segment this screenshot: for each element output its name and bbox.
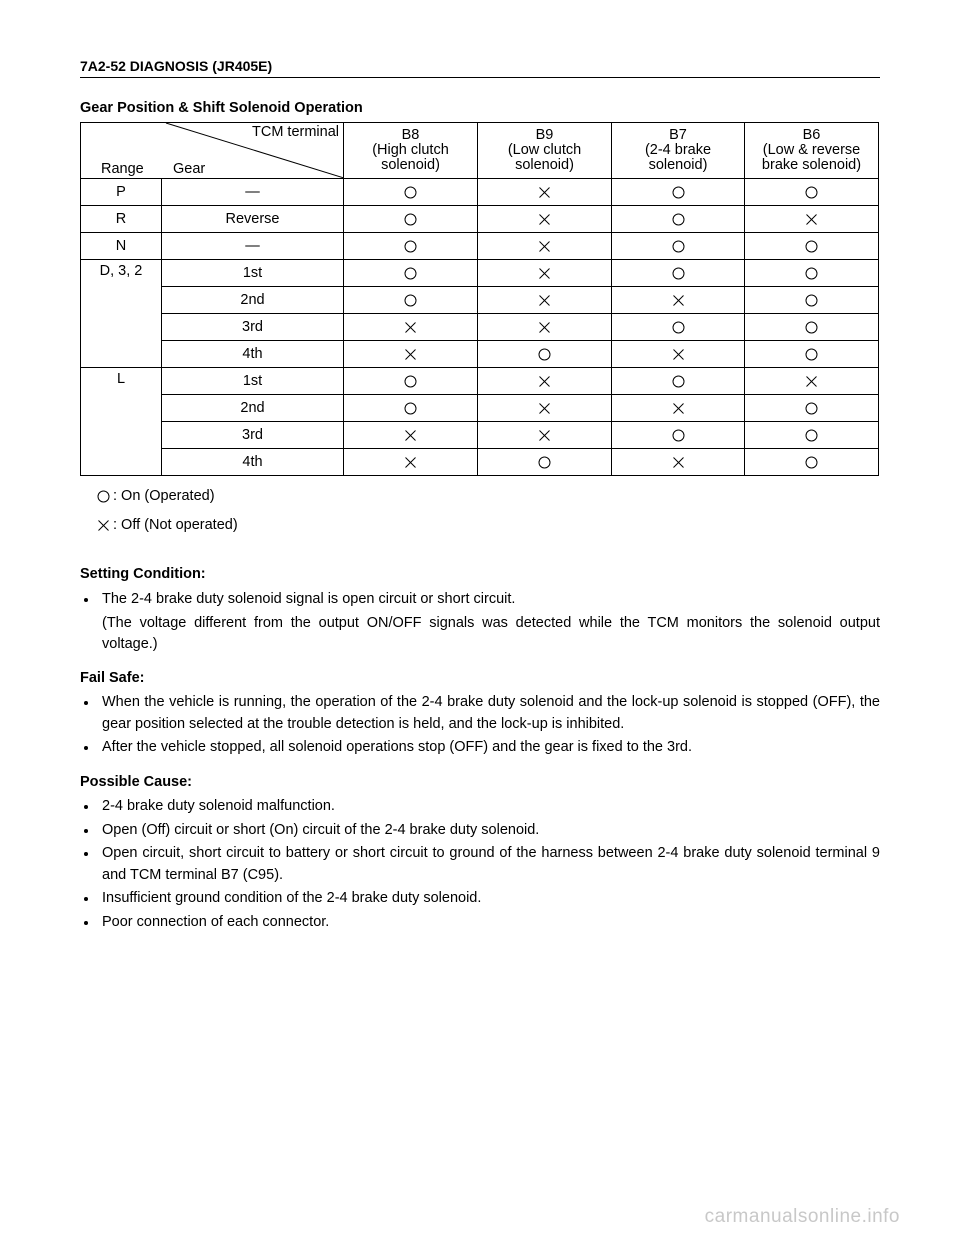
solenoid-off-cell (478, 395, 612, 422)
circle-icon (672, 375, 685, 388)
solenoid-off-cell (344, 314, 478, 341)
table-row (81, 233, 879, 260)
gear-cell: 4th (162, 341, 344, 368)
solenoid-on-cell (612, 233, 745, 260)
solenoid-on-cell (344, 206, 478, 233)
solenoid-on-cell (612, 260, 745, 287)
list-item: 2-4 brake duty solenoid malfunction. (80, 796, 880, 818)
column-header-b8: B8 (High clutch solenoid) (344, 123, 478, 179)
table-row (81, 341, 879, 368)
circle-icon (672, 429, 685, 442)
circle-icon (404, 240, 417, 253)
cross-icon (538, 267, 551, 280)
circle-icon (672, 321, 685, 334)
gear-cell: 2nd (162, 287, 344, 314)
list-item: After the vehicle stopped, all solenoid operations stop (OFF) and the gear is fixed to the 3rd. (80, 737, 880, 759)
gear-cell: 3rd (162, 314, 344, 341)
list-item: When the vehicle is running, the operation of the 2-4 brake duty solenoid and the lock-up solenoid is stopped (OFF), the gear position selected at the trouble detection is held, and the lock-up is inhibited. (80, 692, 880, 735)
circle-icon (538, 348, 551, 361)
cross-icon (805, 213, 818, 226)
circle-icon (805, 456, 818, 469)
solenoid-on-cell (344, 287, 478, 314)
cross-icon (538, 213, 551, 226)
gear-cell: 1st (162, 260, 344, 287)
table-row (81, 206, 879, 233)
solenoid-on-cell (344, 395, 478, 422)
solenoid-off-cell (478, 260, 612, 287)
cross-icon (404, 456, 417, 469)
table-row (81, 287, 879, 314)
table-row (81, 179, 879, 206)
solenoid-off-cell (478, 314, 612, 341)
solenoid-on-cell (344, 179, 478, 206)
cross-icon (404, 321, 417, 334)
list-item: (The voltage different from the output ON/OFF signals was detected while the TCM monitors the solenoid output voltage.) (102, 614, 880, 652)
circle-icon (805, 186, 818, 199)
circle-icon (404, 294, 417, 307)
cross-icon (538, 240, 551, 253)
circle-icon (97, 490, 110, 503)
table-body (81, 179, 879, 476)
gear-cell: 1st (162, 368, 344, 395)
setting-condition-heading: Setting Condition: (80, 566, 206, 582)
solenoid-on-cell (745, 260, 879, 287)
legend-off: : Off (Not operated) (97, 517, 238, 533)
circle-icon (805, 402, 818, 415)
solenoid-on-cell (745, 287, 879, 314)
table-corner-header (81, 123, 344, 179)
column-header-b9: B9 (Low clutch solenoid) (478, 123, 612, 179)
solenoid-off-cell (344, 449, 478, 476)
range-cell: R (81, 206, 162, 233)
solenoid-off-cell (478, 206, 612, 233)
circle-icon (805, 348, 818, 361)
solenoid-off-cell (612, 449, 745, 476)
list-item: The 2-4 brake duty solenoid signal is open circuit or short circuit. (80, 589, 880, 611)
solenoid-off-cell (344, 341, 478, 368)
solenoid-off-cell (612, 395, 745, 422)
solenoid-on-cell (745, 341, 879, 368)
circle-icon (805, 321, 818, 334)
column-header-b6: B6 (Low & reverse brake solenoid) (745, 123, 879, 179)
gear-cell: 2nd (162, 395, 344, 422)
solenoid-off-cell (478, 287, 612, 314)
cross-icon (538, 402, 551, 415)
cross-icon (672, 402, 685, 415)
solenoid-on-cell (612, 179, 745, 206)
solenoid-on-cell (612, 422, 745, 449)
range-cell: L (81, 368, 162, 476)
solenoid-on-cell (745, 449, 879, 476)
circle-icon (805, 240, 818, 253)
solenoid-off-cell (478, 422, 612, 449)
table-row (81, 368, 879, 395)
gear-cell: — (162, 233, 344, 260)
gear-cell: — (162, 179, 344, 206)
solenoid-off-cell (745, 368, 879, 395)
page-header: 7A2-52 DIAGNOSIS (JR405E) (80, 58, 880, 78)
list-item: Poor connection of each connector. (80, 912, 880, 934)
circle-icon (672, 240, 685, 253)
cross-icon (672, 348, 685, 361)
cross-icon (672, 456, 685, 469)
solenoid-off-cell (612, 341, 745, 368)
tcm-terminal-label: TCM terminal (251, 124, 339, 140)
circle-icon (672, 186, 685, 199)
legend-on: : On (Operated) (97, 488, 215, 504)
circle-icon (538, 456, 551, 469)
range-cell: N (81, 233, 162, 260)
solenoid-table (80, 122, 879, 476)
solenoid-on-cell (745, 179, 879, 206)
table-row (81, 395, 879, 422)
gear-cell: Reverse (162, 206, 344, 233)
solenoid-on-cell (478, 341, 612, 368)
cross-icon (538, 321, 551, 334)
cross-icon (538, 186, 551, 199)
cross-icon (97, 519, 110, 532)
solenoid-on-cell (612, 206, 745, 233)
list-item: Open (Off) circuit or short (On) circuit of the 2-4 brake duty solenoid. (80, 820, 880, 842)
section-title: Gear Position & Shift Solenoid Operation (80, 100, 363, 116)
list-item: Open circuit, short circuit to battery or short circuit to ground of the harness between 2-4 brake duty solenoid terminal 9 and TCM terminal B7 (C95). (80, 843, 880, 886)
solenoid-off-cell (478, 368, 612, 395)
circle-icon (805, 294, 818, 307)
circle-icon (404, 375, 417, 388)
solenoid-off-cell (478, 179, 612, 206)
solenoid-on-cell (344, 260, 478, 287)
solenoid-off-cell (745, 206, 879, 233)
cross-icon (672, 294, 685, 307)
table-row (81, 422, 879, 449)
cross-icon (538, 294, 551, 307)
solenoid-on-cell (344, 233, 478, 260)
table-row (81, 449, 879, 476)
solenoid-off-cell (612, 287, 745, 314)
gear-cell: 4th (162, 449, 344, 476)
solenoid-on-cell (745, 422, 879, 449)
cross-icon (404, 429, 417, 442)
gear-label: Gear (173, 161, 206, 177)
range-label: Range (101, 161, 144, 177)
cross-icon (805, 375, 818, 388)
solenoid-on-cell (745, 395, 879, 422)
table-row (81, 260, 879, 287)
circle-icon (404, 186, 417, 199)
solenoid-on-cell (745, 314, 879, 341)
solenoid-on-cell (344, 368, 478, 395)
fail-safe-heading: Fail Safe: (80, 670, 145, 686)
solenoid-off-cell (478, 233, 612, 260)
solenoid-off-cell (344, 422, 478, 449)
range-cell: P (81, 179, 162, 206)
circle-icon (805, 267, 818, 280)
watermark: carmanualsonline.info (704, 1206, 900, 1227)
circle-icon (672, 213, 685, 226)
range-cell: D, 3, 2 (81, 260, 162, 368)
possible-cause-heading: Possible Cause: (80, 774, 193, 790)
setting-condition-list (80, 589, 880, 658)
gear-cell: 3rd (162, 422, 344, 449)
solenoid-on-cell (745, 233, 879, 260)
table-row (81, 314, 879, 341)
fail-safe-list (80, 692, 880, 761)
circle-icon (404, 267, 417, 280)
solenoid-on-cell (478, 449, 612, 476)
possible-cause-list (80, 796, 880, 935)
cross-icon (538, 375, 551, 388)
solenoid-on-cell (612, 314, 745, 341)
cross-icon (404, 348, 417, 361)
cross-icon (538, 429, 551, 442)
circle-icon (672, 267, 685, 280)
solenoid-on-cell (612, 368, 745, 395)
column-header-b7: B7 (2-4 brake solenoid) (612, 123, 745, 179)
circle-icon (404, 213, 417, 226)
circle-icon (805, 429, 818, 442)
circle-icon (404, 402, 417, 415)
list-item: Insufficient ground condition of the 2-4 brake duty solenoid. (80, 888, 880, 910)
